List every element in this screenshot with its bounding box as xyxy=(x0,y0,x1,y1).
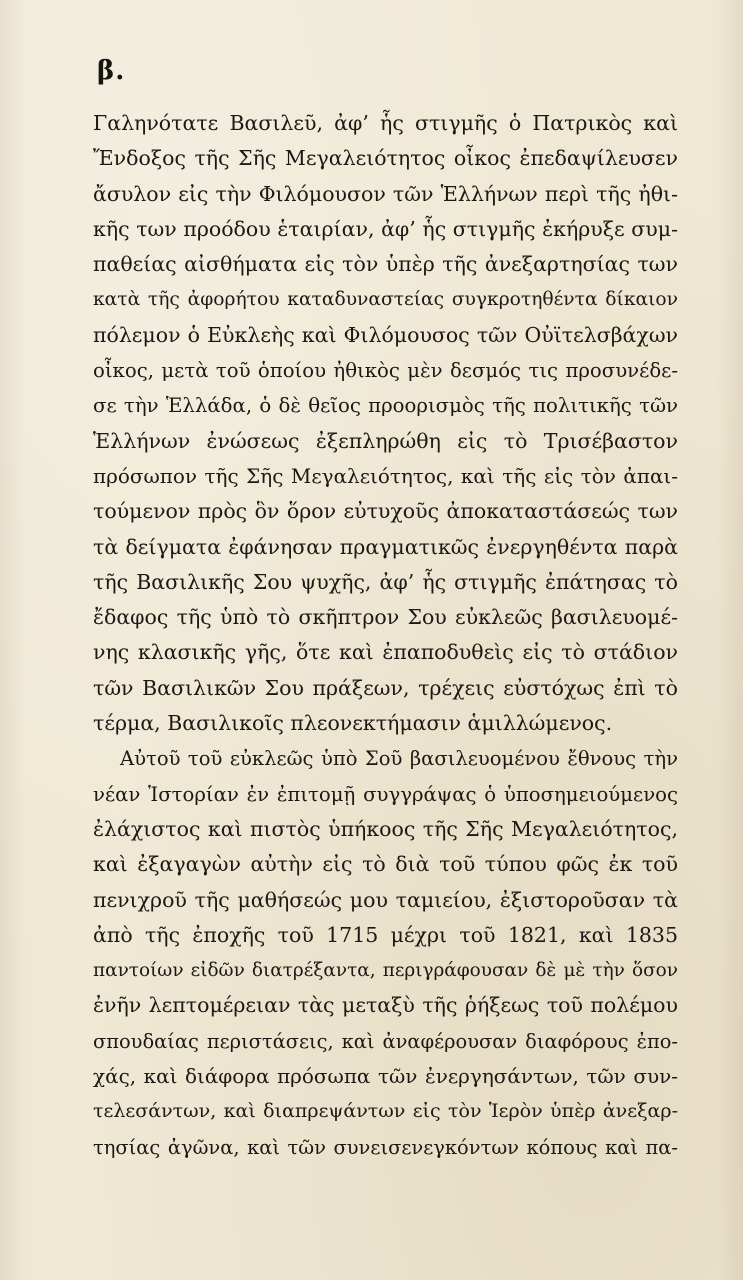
text-line: ἐνῆν λεπτομέρειαν τὰς μεταξὺ τῆς ῥήξεως τοῦ πολέμου xyxy=(93,993,678,1018)
text-line: πόλεμον ὁ Εὐκλεὴς καὶ Φιλόμουσος τῶν Οὐϊτελσβάχων xyxy=(93,322,678,347)
text-line: τῶν Βασιλικῶν Σου πράξεων, τρέχεις εὐστόχως ἐπὶ τὸ xyxy=(93,675,678,700)
text-line: παθείας αἰσθήματα εἰς τὸν ὑπὲρ τῆς ἀνεξαρτησίας των xyxy=(93,252,678,277)
text-line: σπουδαίας περιστάσεις, καὶ ἀναφέρουσαν διαφόρους ἐπο- xyxy=(93,1029,678,1053)
text-line: καὶ ἐξαγαγὼν αὐτὴν εἰς τὸ διὰ τοῦ τύπου φῶς ἐκ τοῦ xyxy=(93,852,678,877)
text-line: νέαν Ἱστορίαν ἐν ἐπιτομῇ συγγράψας ὁ ὑποσημειούμενος xyxy=(93,782,678,806)
text-line: νης κλασικῆς γῆς, ὅτε καὶ ἐπαποδυθεὶς εἰς τὸ στάδιον xyxy=(93,640,678,665)
text-line: πρόσωπον τῆς Σῆς Μεγαλειότητος, καὶ τῆς εἰς τὸν ἀπαι- xyxy=(93,463,678,488)
text-line: ἐλάχιστος καὶ πιστὸς ὑπήκοος τῆς Σῆς Μεγαλειότητος, xyxy=(93,816,678,841)
text-line: οἶκος, μετὰ τοῦ ὁποίου ἠθικὸς μὲν δεσμός τις προσυνέδε- xyxy=(93,359,678,383)
text-line: σε τὴν Ἑλλάδα, ὁ δὲ θεῖος προορισμὸς τῆς πολιτικῆς τῶν xyxy=(93,394,678,418)
text-line: Ἔνδοξος τῆς Σῆς Μεγαλειότητος οἶκος ἐπεδαψίλευσεν xyxy=(93,146,678,171)
body-text xyxy=(93,106,678,1165)
text-line: κατὰ τῆς ἀφορήτου καταδυναστείας συγκροτηθέντα δίκαιον xyxy=(93,289,678,311)
text-line: τούμενον πρὸς ὃν ὅρον εὐτυχοῦς ἀποκαταστάσεώς των xyxy=(93,499,678,524)
paragraph-history-dedication xyxy=(93,741,678,1165)
page-signature-mark: β. xyxy=(97,56,126,86)
text-line: παντοίων εἰδῶν διατρέξαντα, περιγράφουσαν δὲ μὲ τὴν ὅσον xyxy=(93,960,678,982)
text-line: τησίας ἀγῶνα, καὶ τῶν συνεισενεγκόντων κόπους καὶ πα- xyxy=(93,1135,678,1159)
text-line: Ἑλλήνων ἐνώσεως ἐξεπληρώθη εἰς τὸ Τρισέβαστον xyxy=(93,428,678,453)
text-line: τελεσάντων, καὶ διαπρεψάντων εἰς τὸν Ἱερὸν ὑπὲρ ἀνεξαρ- xyxy=(93,1100,678,1123)
text-line: ἔδαφος τῆς ὑπὸ τὸ σκῆπτρον Σου εὐκλεῶς βασιλευομέ- xyxy=(93,605,678,630)
text-line: κῆς των προόδου ἑταιρίαν, ἀφ’ ἧς στιγμῆς ἐκήρυξε συμ- xyxy=(93,216,678,241)
text-line: τῆς Βασιλικῆς Σου ψυχῆς, ἀφ’ ἧς στιγμῆς ἐπάτησας τὸ xyxy=(93,569,678,594)
text-line: ἄσυλον εἰς τὴν Φιλόμουσον τῶν Ἑλλήνων περὶ τῆς ἠθι- xyxy=(93,181,678,206)
text-line: Γαληνότατε Βασιλεῦ, ἀφ’ ἧς στιγμῆς ὁ Πατρικὸς καὶ xyxy=(93,111,678,135)
text-line: ἀπὸ τῆς ἐποχῆς τοῦ 1715 μέχρι τοῦ 1821, καὶ 1835 xyxy=(93,922,678,947)
paragraph-dedication-opening xyxy=(93,106,678,741)
text-line: τὰ δείγματα ἐφάνησαν πραγματικῶς ἐνεργηθέντα παρὰ xyxy=(93,534,678,559)
text-line: Αὐτοῦ τοῦ εὐκλεῶς ὑπὸ Σοῦ βασιλευομένου ἔθνους τὴν xyxy=(120,747,678,771)
text-line: πενιχροῦ τῆς μαθήσεώς μου ταμιείου, ἐξιστοροῦσαν τὰ xyxy=(93,887,678,912)
text-line: τέρμα, Βασιλικοῖς πλεονεκτήμασιν ἁμιλλώμενος. xyxy=(93,711,613,736)
text-line: χάς, καὶ διάφορα πρόσωπα τῶν ἐνεργησάντων, τῶν συν- xyxy=(93,1064,678,1089)
